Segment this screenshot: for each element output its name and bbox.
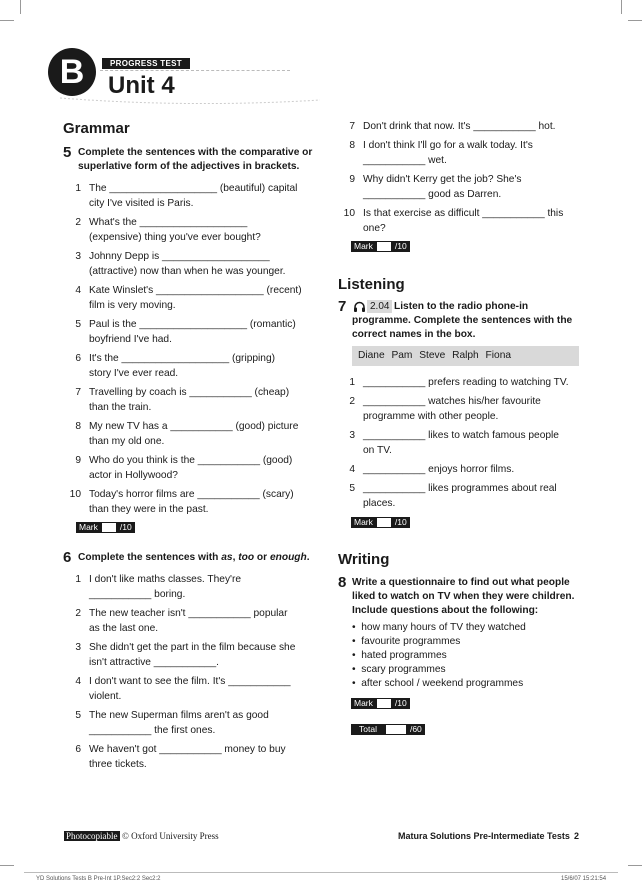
question-5-item: [63, 215, 343, 245]
item-number: 5: [75, 710, 81, 721]
crop-mark: [628, 20, 642, 21]
crop-mark: [0, 20, 14, 21]
item-text: She didn't get the part in the film because she isn't attractive ___________.: [89, 642, 296, 668]
item-number: 9: [75, 455, 81, 466]
item-text: ___________ watches his/her favourite programme with other people.: [363, 396, 541, 422]
item-text: It's the ___________________ (gripping) story I've ever read.: [89, 353, 276, 379]
item-number: 6: [75, 353, 81, 364]
names-box: Diane Pam Steve Ralph Fiona: [352, 346, 579, 366]
question-8-instruction: Write a questionnaire to find out what people liked to watch on TV when they were children. Include questions about the following:: [352, 577, 575, 616]
question-5-item: [63, 283, 343, 313]
question-5-instruction: Complete the sentences with the comparative or superlative form of the adjectives in brackets.: [78, 147, 313, 172]
publisher: © Oxford University Press: [122, 831, 219, 841]
bullet-dot: •: [352, 622, 356, 633]
item-number: 7: [349, 121, 355, 132]
item-text: ___________ likes programmes about real places.: [363, 483, 557, 509]
item-text: We haven't got ___________ money to buy three tickets.: [89, 744, 286, 770]
slug-left: YD Solutions Tests B Pre-Int 1P.Sec2:2 Sec2:2: [36, 876, 161, 882]
bullet-item: [352, 677, 523, 691]
bullet-item: [352, 663, 446, 677]
section-badge: B: [48, 48, 96, 96]
header-swoosh: [60, 96, 320, 106]
question-6-item: [63, 572, 343, 602]
item-text: The ___________________ (beautiful) capital city I've visited is Paris.: [89, 183, 298, 209]
header-rule: [100, 70, 290, 71]
item-number: 7: [75, 387, 81, 398]
writing-heading: Writing: [338, 551, 390, 568]
item-text: I don't want to see the film. It's ___________ violent.: [89, 676, 291, 702]
question-7-instruction-rest: programme. Complete the sentences with the correct names in the box.: [352, 315, 573, 340]
item-number: 1: [75, 574, 81, 585]
listening-heading: Listening: [338, 276, 405, 293]
item-text: I don't think I'll go for a walk today. It's ___________ wet.: [363, 140, 533, 166]
item-number: 5: [349, 483, 355, 494]
page-number: 2: [574, 831, 580, 841]
item-number: 4: [75, 676, 81, 687]
item-number: 9: [349, 174, 355, 185]
crop-mark: [0, 865, 14, 866]
question-6-item: [63, 708, 343, 738]
crop-mark: [621, 0, 622, 14]
question-5-item: [63, 419, 343, 449]
question-6-number: 6: [63, 549, 72, 566]
question-7-item: [337, 428, 617, 458]
question-8-mark: Mark /10: [351, 698, 410, 709]
bullet-text: how many hours of TV they watched: [361, 622, 526, 633]
mark-box[interactable]: [376, 698, 392, 709]
book-title: Matura Solutions Pre-Intermediate Tests: [398, 831, 570, 841]
mark-box[interactable]: [376, 241, 392, 252]
track-number: 2.04: [367, 300, 392, 313]
question-7-instruction-line1: Listen to the radio phone-in: [394, 301, 529, 312]
bullet-dot: •: [352, 636, 356, 647]
total-box[interactable]: [385, 724, 407, 735]
slug-right: 15/6/07 15:21:54: [561, 876, 607, 882]
crop-mark: [20, 0, 21, 14]
question-6-item: [337, 138, 617, 168]
bullet-dot: •: [352, 664, 356, 675]
item-text: My new TV has a ___________ (good) picture than my old one.: [89, 421, 299, 447]
footer-left: [64, 831, 219, 841]
item-number: 4: [349, 464, 355, 475]
item-text: ___________ likes to watch famous people on TV.: [363, 430, 559, 456]
bullet-item: [352, 621, 526, 635]
item-text: The new Superman films aren't as good ___________ the first ones.: [89, 710, 269, 736]
question-6-instruction: Complete the sentences with as, too or enough.: [78, 552, 310, 563]
item-number: 1: [349, 377, 355, 388]
bullet-text: scary programmes: [361, 664, 446, 675]
unit-title: Unit 4: [108, 72, 175, 99]
item-number: 2: [75, 217, 81, 228]
item-number: 2: [75, 608, 81, 619]
bullet-text: favourite programmes: [361, 636, 461, 647]
question-6-item: [337, 206, 617, 236]
mark-box[interactable]: [376, 517, 392, 528]
item-text: The new teacher isn't ___________ popular as the last one.: [89, 608, 288, 634]
bullet-text: hated programmes: [361, 650, 447, 661]
crop-mark: [628, 865, 642, 866]
item-text: Paul is the ___________________ (romantic) boyfriend I've had.: [89, 319, 296, 345]
item-number: 10: [69, 489, 81, 500]
question-7-item: [337, 481, 617, 511]
question-5-item: [63, 385, 343, 415]
item-number: 10: [343, 208, 355, 219]
item-number: 3: [349, 430, 355, 441]
question-5-mark: Mark /10: [76, 522, 135, 533]
bullet-dot: •: [352, 678, 356, 689]
item-number: 4: [75, 285, 81, 296]
item-number: 3: [75, 642, 81, 653]
item-text: ___________ enjoys horror films.: [363, 464, 515, 475]
question-7-item: [337, 394, 617, 424]
question-6-mark: Mark /10: [351, 241, 410, 252]
question-8-number: 8: [338, 574, 347, 591]
bullet-item: [352, 635, 460, 649]
question-6-item: [63, 742, 343, 772]
item-text: Don't drink that now. It's ___________ hot.: [363, 121, 556, 132]
question-7-mark: Mark /10: [351, 517, 410, 528]
item-number: 8: [349, 140, 355, 151]
question-5-number: 5: [63, 144, 72, 161]
question-5-item: [63, 351, 343, 381]
item-text: Kate Winslet's ___________________ (recent) film is very moving.: [89, 285, 302, 311]
question-6-item: [63, 674, 343, 704]
progress-test-label: PROGRESS TEST: [102, 58, 190, 69]
item-text: Travelling by coach is ___________ (cheap) than the train.: [89, 387, 290, 413]
question-5-item: [63, 181, 343, 211]
question-7-number: 7: [338, 298, 347, 315]
item-number: 2: [349, 396, 355, 407]
item-text: Johnny Depp is ___________________ (attractive) now than when he was younger.: [89, 251, 286, 277]
item-number: 5: [75, 319, 81, 330]
slug-rule: [24, 872, 618, 873]
photocopiable-label: Photocopiable: [66, 831, 118, 841]
question-6-item: [337, 172, 617, 202]
item-number: 6: [75, 744, 81, 755]
question-6-item: [63, 606, 343, 636]
item-text: Is that exercise as difficult ___________ this one?: [363, 208, 564, 234]
bullet-text: after school / weekend programmes: [361, 678, 524, 689]
item-text: I don't like maths classes. They're ___________ boring.: [89, 574, 242, 600]
question-5-item: [63, 317, 343, 347]
item-number: 8: [75, 421, 81, 432]
question-5-item: [63, 453, 343, 483]
item-text: Who do you think is the ___________ (good) actor in Hollywood?: [89, 455, 293, 481]
question-5-item: [63, 487, 343, 517]
item-text: What's the ___________________ (expensive) thing you've ever bought?: [89, 217, 261, 243]
question-5-item: [63, 249, 343, 279]
total-mark: Total /60: [351, 724, 425, 735]
item-number: 3: [75, 251, 81, 262]
item-text: Today's horror films are ___________ (scary) than they were in the past.: [89, 489, 294, 515]
headphones-icon: [353, 301, 366, 313]
item-text: ___________ prefers reading to watching TV.: [363, 377, 569, 388]
question-6-item: [63, 640, 343, 670]
item-number: 1: [75, 183, 81, 194]
bullet-item: [352, 649, 447, 663]
mark-box[interactable]: [101, 522, 117, 533]
grammar-heading: Grammar: [63, 120, 130, 137]
bullet-dot: •: [352, 650, 356, 661]
item-text: Why didn't Kerry get the job? She's ___________ good as Darren.: [363, 174, 522, 200]
